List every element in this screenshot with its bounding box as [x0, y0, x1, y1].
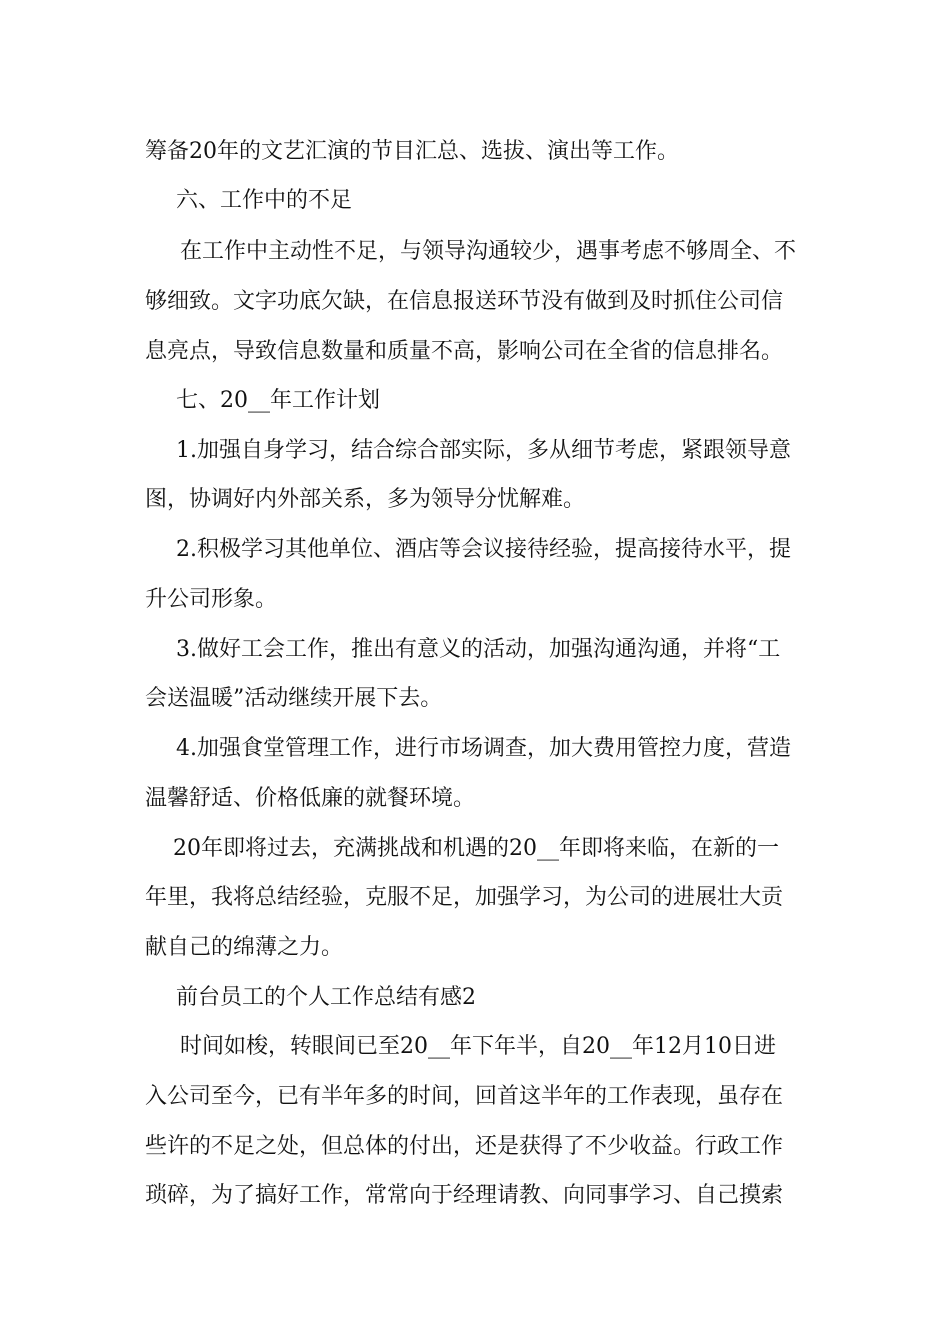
list-item-line: 4.加强食堂管理工作，进行市场调查，加大费用管控力度，营造	[176, 736, 791, 761]
section-heading-shortcomings: 六、工作中的不足	[176, 188, 353, 213]
list-item-line: 温馨舒适、价格低廉的就餐环境。	[145, 786, 476, 811]
body-text-line: 时间如梭，转眼间已至20__年下年半，自20__年12月10日进	[180, 1034, 776, 1059]
body-text-line: 20年即将过去，充满挑战和机遇的20__年即将来临，在新的一	[173, 836, 779, 861]
body-text-line: 在工作中主动性不足，与领导沟通较少，遇事考虑不够周全、不	[180, 239, 797, 264]
list-item-line: 会送温暖”活动继续开展下去。	[145, 686, 443, 711]
section-heading-work-plan: 七、20__年工作计划	[176, 388, 380, 413]
body-text-line: 筹备20年的文艺汇演的节目汇总、选拔、演出等工作。	[145, 139, 679, 164]
list-item-line: 3.做好工会工作，推出有意义的活动，加强沟通沟通，并将“工	[176, 637, 781, 662]
body-text-line: 入公司至今，已有半年多的时间，回首这半年的工作表现，虽存在	[145, 1084, 784, 1109]
body-text-line: 息亮点，导致信息数量和质量不高，影响公司在全省的信息排名。	[145, 339, 784, 364]
body-text-line: 琐碎，为了搞好工作，常常向于经理请教、向同事学习、自己摸索	[145, 1183, 784, 1208]
list-item-line: 升公司形象。	[145, 587, 278, 612]
list-item-line: 2.积极学习其他单位、酒店等会议接待经验，提高接待水平，提	[176, 537, 791, 562]
body-text-line: 年里，我将总结经验，克服不足，加强学习，为公司的进展壮大贡	[145, 885, 784, 910]
body-text-line: 些许的不足之处，但总体的付出，还是获得了不少收益。行政工作	[145, 1134, 784, 1159]
body-text-line: 献自己的绵薄之力。	[145, 935, 344, 960]
list-item-line: 图，协调好内外部关系，多为领导分忧解难。	[145, 487, 586, 512]
body-text-line: 够细致。文字功底欠缺，在信息报送环节没有做到及时抓住公司信	[145, 289, 784, 314]
list-item-line: 1.加强自身学习，结合综合部实际，多从细节考虑，紧跟领导意	[176, 438, 791, 463]
article-title: 前台员工的个人工作总结有感2	[176, 985, 476, 1010]
